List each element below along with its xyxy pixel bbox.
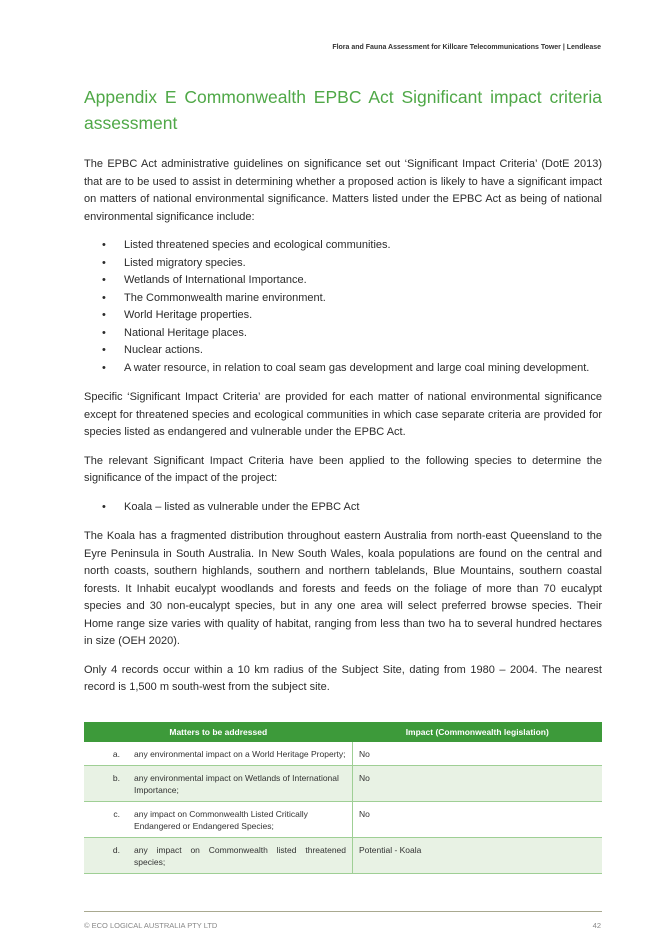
list-item-text: Nuclear actions. — [124, 344, 203, 356]
running-header: Flora and Fauna Assessment for Killcare Telecommunications Tower | Lendlease — [332, 44, 601, 51]
list-item-text: A water resource, in relation to coal seam gas development and large coal mining development. — [124, 361, 590, 374]
list-item-text: The Commonwealth marine environment. — [124, 291, 326, 304]
row-impact: Potential - Koala — [353, 837, 603, 873]
list-item — [84, 307, 602, 325]
footer-divider — [84, 911, 602, 912]
table-row — [84, 742, 602, 765]
criteria-table — [84, 722, 602, 874]
list-item — [84, 272, 602, 290]
list-item — [84, 290, 602, 308]
row-letter: b. — [84, 765, 128, 801]
row-impact: No — [353, 801, 603, 837]
page-number: 42 — [592, 921, 601, 930]
list-item-text: World Heritage properties. — [124, 309, 253, 321]
specific-criteria-paragraph: Specific ‘Significant Impact Criteria’ are provided for each matter of national environmental significance except for threatened species and ecological communities in which case separate criteria are provided for species listed as endangered and vulnerable under the EPBC Act. — [84, 391, 602, 438]
koala-description-paragraph: The Koala has a fragmented distribution throughout eastern Australia from north-east Queensland to the Eyre Peninsula in South Australia. In New South Wales, koala populations are found on the central and north coasts, southern highlands, southern and northern tablelands, Blue Mountains, southern coastal forests. It Inhabit eucalypt woodlands and forests and feeds on the foliage of more than 70 eucalypt species and 30 non-eucalypt species, but in any one area will select preferred browse species. Their Home range size varies with quality of habitat, ranging from less than two ha to several hundred hectares in size (OEH 2020). — [84, 530, 602, 647]
table-header-row — [84, 722, 602, 742]
row-matter: any impact on Commonwealth Listed Critically Endangered or Endangered Species; — [128, 801, 353, 837]
table-row — [84, 801, 602, 837]
list-item — [84, 237, 602, 255]
list-item — [84, 499, 602, 517]
footer-company: © ECO LOGICAL AUSTRALIA PTY LTD — [84, 921, 218, 930]
bullet-icon: • — [102, 256, 106, 269]
bullet-icon: • — [102, 344, 106, 356]
row-letter: a. — [84, 742, 128, 765]
bullet-icon: • — [102, 274, 106, 286]
bullet-icon: • — [102, 309, 106, 321]
row-matter: any impact on Commonwealth listed threatened species; — [128, 837, 353, 873]
row-letter: d. — [84, 837, 128, 873]
row-matter: any environmental impact on a World Heritage Property; — [128, 742, 353, 765]
bullet-icon: • — [102, 361, 106, 374]
relevant-criteria-paragraph: The relevant Significant Impact Criteria have been applied to the following species to determine the significance of the impact of the project: — [84, 454, 602, 484]
bullet-icon: • — [102, 500, 106, 513]
body-content — [84, 156, 602, 708]
column-header-matters: Matters to be addressed — [84, 722, 353, 742]
table-row — [84, 765, 602, 801]
bullet-icon: • — [102, 291, 106, 304]
column-header-impact: Impact (Commonwealth legislation) — [353, 722, 603, 742]
list-item — [84, 325, 602, 343]
list-item — [84, 360, 602, 378]
appendix-title: Appendix E Commonwealth EPBC Act Significant impact criteria assessment — [84, 87, 602, 133]
row-letter: c. — [84, 801, 128, 837]
list-item-text: Koala – listed as vulnerable under the EPBC Act — [124, 500, 360, 513]
list-item — [84, 255, 602, 273]
matters-list — [84, 237, 602, 377]
records-paragraph: Only 4 records occur within a 10 km radius of the Subject Site, dating from 1980 – 2004. The nearest record is 1,500 m south-west from the subject site. — [84, 663, 602, 693]
list-item — [84, 342, 602, 360]
row-matter: any environmental impact on Wetlands of International Importance; — [128, 765, 353, 801]
list-item-text: Listed migratory species. — [124, 256, 246, 269]
row-impact: No — [353, 765, 603, 801]
list-item-text: Wetlands of International Importance. — [124, 274, 307, 286]
table-row — [84, 837, 602, 873]
list-item-text: Listed threatened species and ecological communities. — [124, 239, 391, 251]
bullet-icon: • — [102, 239, 106, 251]
list-item-text: National Heritage places. — [124, 326, 247, 339]
row-impact: No — [353, 742, 603, 765]
species-list — [84, 499, 602, 517]
bullet-icon: • — [102, 326, 106, 339]
intro-paragraph: The EPBC Act administrative guidelines on significance set out ‘Significant Impact Criteria’ (DotE 2013) that are to be used to assist in determining whether a proposed action is likely to have a significant impact on matters of national environmental significance. Matters listed under the EPBC Act as being of national environmental significance include: — [84, 158, 602, 223]
